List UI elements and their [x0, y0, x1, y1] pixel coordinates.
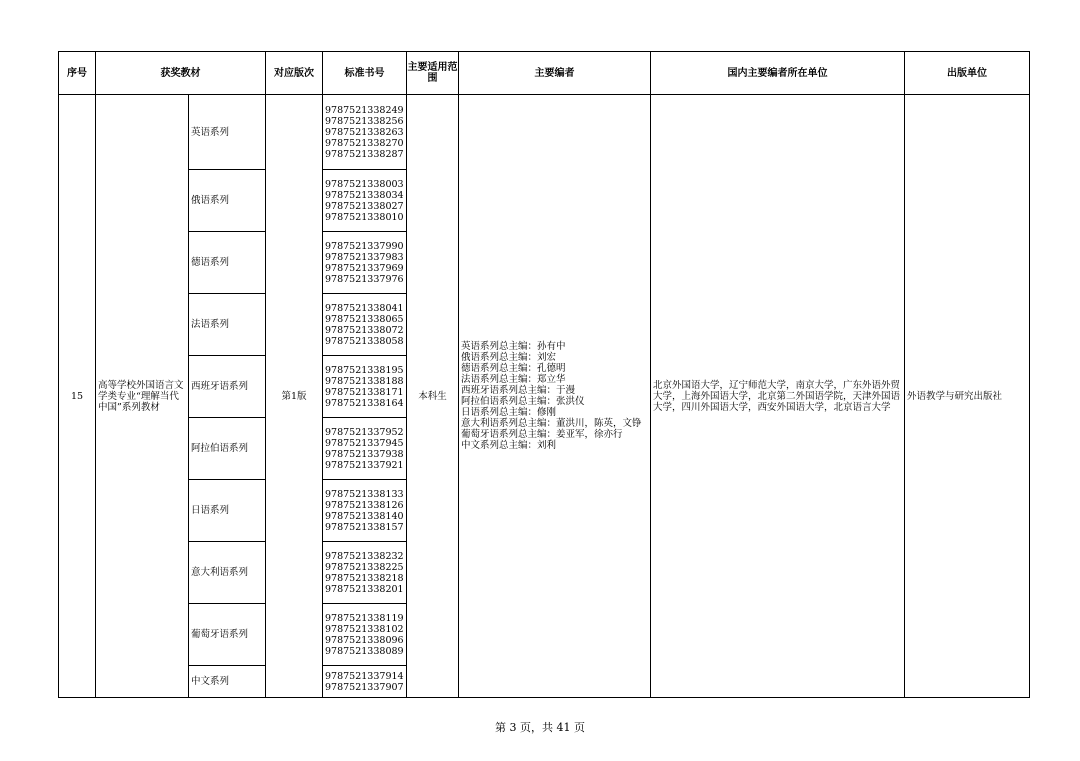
- institutions-cell: 北京外国语大学，辽宁师范大学，南京大学，广东外语外贸大学，上海外国语大学，北京第二外国语学院，天津外国语大学，四川外国语大学，西安外国语大学，北京语言大学: [651, 95, 905, 698]
- series-name: 中文系列: [189, 666, 266, 698]
- isbn-number: 9787521337976: [325, 273, 404, 285]
- page-footer: 第 3 页，共 41 页: [495, 721, 585, 734]
- isbn-number: 9787521338188: [325, 375, 404, 387]
- isbn-number: 9787521338010: [325, 211, 404, 223]
- row-index: 15: [59, 95, 96, 698]
- isbn-number: 9787521338218: [325, 572, 404, 584]
- isbn-number: 9787521338270: [325, 137, 404, 149]
- isbn-number: 9787521338225: [325, 561, 404, 573]
- isbn-cell: [323, 666, 407, 698]
- isbn-number: 9787521338256: [325, 115, 404, 127]
- editor-line: 俄语系列总主编：刘宏: [461, 352, 557, 363]
- editors-cell: [459, 95, 651, 698]
- isbn-cell: [323, 356, 407, 418]
- isbn-cell: [323, 480, 407, 542]
- isbn-number: 9787521338027: [325, 200, 404, 212]
- header-isbn: 标准书号: [323, 52, 407, 95]
- series-name: 西班牙语系列: [189, 356, 266, 418]
- isbn-cell: [323, 294, 407, 356]
- series-name: 阿拉伯语系列: [189, 418, 266, 480]
- editor-line: 意大利语系列总主编：董洪川，陈英，文铮: [461, 418, 642, 429]
- series-name: 德语系列: [189, 232, 266, 294]
- header-textbook: 获奖教材: [96, 52, 266, 95]
- isbn-cell: [323, 418, 407, 480]
- isbn-number: 9787521338140: [325, 510, 404, 522]
- isbn-cell: [323, 170, 407, 232]
- isbn-number: 9787521338164: [325, 397, 404, 409]
- isbn-number: 9787521338249: [325, 104, 404, 116]
- isbn-number: 9787521337945: [325, 437, 404, 449]
- isbn-number: 9787521337990: [325, 240, 404, 252]
- editor-line: 西班牙语系列总主编：于漫: [461, 385, 576, 396]
- editor-line: 法语系列总主编：郑立华: [461, 374, 566, 385]
- series-name: 日语系列: [189, 480, 266, 542]
- isbn-number: 9787521338102: [325, 623, 404, 635]
- isbn-number: 9787521338003: [325, 178, 404, 190]
- header-scope: 主要适用范围: [407, 52, 459, 95]
- scope-cell: 本科生: [407, 95, 459, 698]
- isbn-number: 9787521338058: [325, 335, 404, 347]
- header-index: 序号: [59, 52, 96, 95]
- header-publisher: 出版单位: [905, 52, 1030, 95]
- editor-line: 葡萄牙语系列总主编：姜亚军，徐亦行: [461, 429, 623, 440]
- isbn-number: 9787521338041: [325, 302, 404, 314]
- editor-line: 德语系列总主编：孔德明: [461, 363, 566, 374]
- isbn-number: 9787521337921: [325, 459, 404, 471]
- series-name: 意大利语系列: [189, 542, 266, 604]
- header-edition: 对应版次: [266, 52, 323, 95]
- isbn-number: 9787521338133: [325, 488, 404, 500]
- isbn-number: 9787521337983: [325, 251, 404, 263]
- header-row: [59, 52, 1030, 95]
- series-name: 葡萄牙语系列: [189, 604, 266, 666]
- isbn-number: 9787521338157: [325, 521, 404, 533]
- isbn-number: 9787521338171: [325, 386, 404, 398]
- award-table: [58, 51, 1030, 698]
- isbn-number: 9787521338195: [325, 364, 404, 376]
- isbn-number: 9787521338287: [325, 148, 404, 160]
- series-name: 俄语系列: [189, 170, 266, 232]
- editor-line: 阿拉伯语系列总主编：张洪仪: [461, 396, 585, 407]
- editor-line: 日语系列总主编：修刚: [461, 407, 557, 418]
- isbn-number: 9787521338126: [325, 499, 404, 511]
- isbn-number: 9787521338065: [325, 313, 404, 325]
- header-editors: 主要编者: [459, 52, 651, 95]
- header-institutions: 国内主要编者所在单位: [651, 52, 905, 95]
- isbn-cell: [323, 95, 407, 170]
- textbook-name: 高等学校外国语言文学类专业“理解当代中国”系列教材: [96, 95, 189, 698]
- series-name: 英语系列: [189, 95, 266, 170]
- isbn-number: 9787521338201: [325, 583, 404, 595]
- isbn-number: 9787521337952: [325, 426, 404, 438]
- isbn-number: 9787521337938: [325, 448, 404, 460]
- isbn-number: 9787521338072: [325, 324, 404, 336]
- edition-cell: 第1版: [266, 95, 323, 698]
- table-row: [59, 95, 1030, 170]
- isbn-cell: [323, 542, 407, 604]
- isbn-number: 9787521338034: [325, 189, 404, 201]
- isbn-number: 9787521338119: [325, 612, 404, 624]
- editor-line: 英语系列总主编：孙有中: [461, 341, 566, 352]
- isbn-number: 9787521338089: [325, 645, 404, 657]
- isbn-number: 9787521338232: [325, 550, 404, 562]
- isbn-cell: [323, 604, 407, 666]
- publisher-cell: 外语教学与研究出版社: [905, 95, 1030, 698]
- series-name: 法语系列: [189, 294, 266, 356]
- isbn-number: 9787521337907: [325, 681, 404, 693]
- isbn-number: 9787521338263: [325, 126, 404, 138]
- isbn-number: 9787521337969: [325, 262, 404, 274]
- editor-line: 中文系列总主编：刘利: [461, 440, 557, 451]
- isbn-number: 9787521337914: [325, 670, 404, 682]
- isbn-cell: [323, 232, 407, 294]
- isbn-number: 9787521338096: [325, 634, 404, 646]
